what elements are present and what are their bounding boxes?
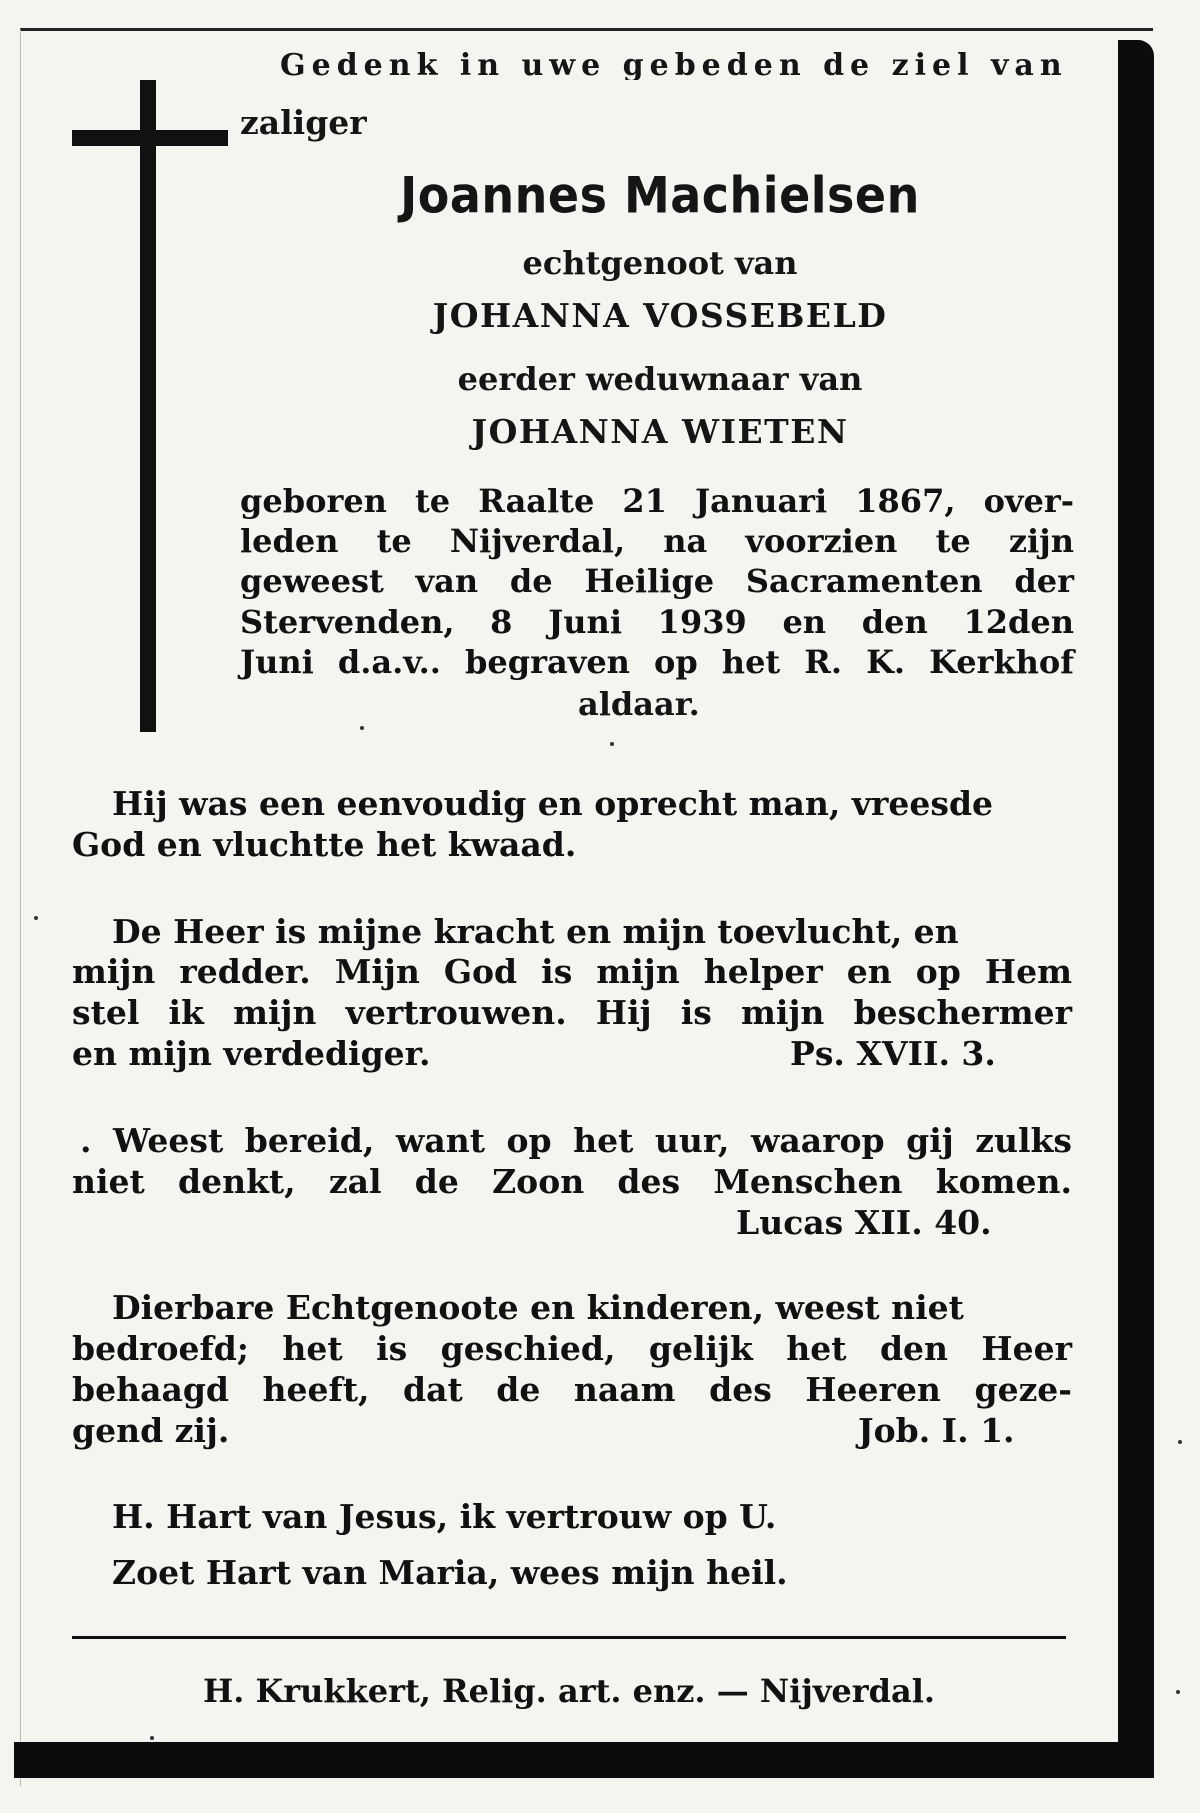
biography-line: geboren te Raalte 21 Januari 1867, over- — [240, 482, 1074, 520]
quote-line: behaagd heeft, dat de naam des Heeren geze- — [72, 1370, 1072, 1409]
quote-line: Dierbare Echtgenoote en kinderen, weest niet — [112, 1288, 964, 1327]
former-spouse-name: JOHANNA WIETEN — [471, 412, 849, 451]
spouse-name: JOHANNA VOSSEBELD — [432, 296, 888, 335]
psalm-reference: Ps. XVII. 3. — [790, 1034, 996, 1073]
paragraph-line: Hij was een eenvoudig en oprecht man, vreesde — [112, 784, 994, 823]
quote-line: De Heer is mijne kracht en mijn toevlucht, en — [112, 912, 959, 951]
scan-speck — [1176, 1690, 1180, 1694]
cross-horizontal-bar — [72, 130, 228, 146]
prayer-line: H. Hart van Jesus, ik vertrouw op U. — [112, 1497, 777, 1536]
deceased-name: Joannes Machielsen — [400, 165, 920, 225]
printer-credit: H. Krukkert, Relig. art. enz. — Nijverdal. — [202, 1672, 936, 1710]
paragraph-line: God en vluchtte het kwaad. — [72, 825, 577, 864]
biography-line: leden te Nijverdal, na voorzien te zijn — [240, 522, 1074, 560]
scan-speck — [360, 726, 364, 730]
quote-line: en mijn verdediger. — [72, 1034, 431, 1073]
partial-header: Gedenk in uwe gebeden de ziel van — [280, 48, 1068, 80]
quote-line: . Weest bereid, want op het uur, waarop gij zulks — [80, 1121, 1072, 1160]
quote-line: bedroefd; het is geschied, gelijk het den Heer — [72, 1329, 1072, 1368]
biography-line: Stervenden, 8 Juni 1939 en den 12den — [240, 603, 1074, 641]
mourning-border-right — [1118, 40, 1154, 1778]
biography-line: aldaar. — [578, 685, 700, 723]
quote-line: gend zij. — [72, 1411, 230, 1450]
biography-line: Juni d.a.v.. begraven op het R. K. Kerkhof — [240, 643, 1074, 681]
scan-speck — [610, 742, 614, 746]
scan-speck — [150, 1736, 154, 1740]
former-spouse-label: eerder weduwnaar van — [457, 360, 863, 398]
quote-line: mijn redder. Mijn God is mijn helper en op Hem — [72, 952, 1072, 991]
cross-vertical-bar — [140, 80, 156, 732]
intro-text: zaliger — [240, 103, 367, 142]
quote-line: stel ik mijn vertrouwen. Hij is mijn beschermer — [72, 993, 1072, 1032]
prayer-line: Zoet Hart van Maria, wees mijn heil. — [112, 1553, 788, 1592]
job-reference: Job. I. 1. — [858, 1411, 1015, 1450]
quote-line: niet denkt, zal de Zoon des Menschen komen. — [72, 1162, 1072, 1201]
biography-line: geweest van de Heilige Sacramenten der — [240, 562, 1074, 600]
footer-divider — [72, 1636, 1066, 1639]
scan-speck — [1178, 1440, 1182, 1444]
mourning-border-bottom — [14, 1742, 1154, 1778]
lucas-reference: Lucas XII. 40. — [736, 1203, 992, 1242]
spouse-label: echtgenoot van — [522, 244, 798, 282]
scan-speck — [34, 916, 38, 920]
